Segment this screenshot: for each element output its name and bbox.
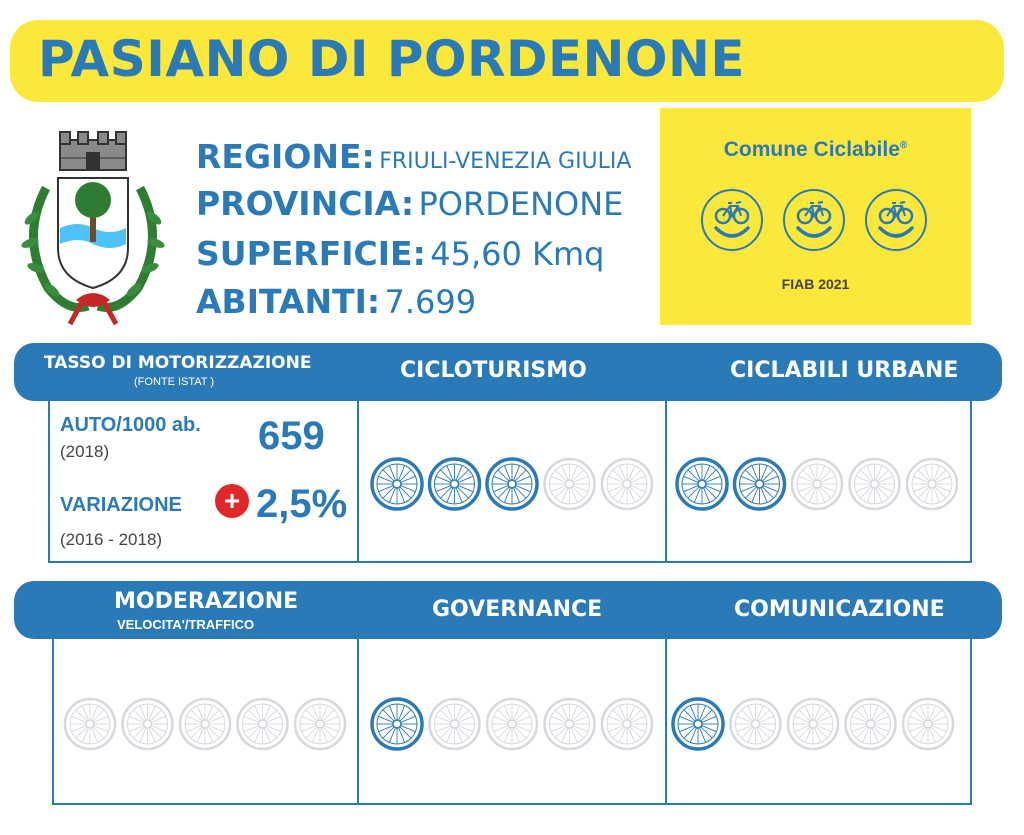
wheel-icon-filled (430, 459, 480, 509)
smile-bike-icons (700, 188, 940, 268)
smile-bike-icon (866, 190, 926, 250)
header-bar-row1 (14, 343, 1002, 401)
moderazione-rating (62, 696, 352, 752)
title-banner (10, 20, 1004, 102)
wheel-icon-empty (430, 699, 480, 749)
wheel-icon-empty (487, 699, 537, 749)
cicloturismo-rating (369, 456, 659, 512)
variazione-years: (2016 - 2018) (60, 530, 163, 549)
wheel-icon-empty (731, 699, 781, 749)
smile-bike-icon (784, 190, 844, 250)
page-title: PASIANO DI PORDENONE (38, 30, 745, 88)
wheel-icon-empty (545, 459, 595, 509)
auto-label: AUTO/1000 ab. (60, 414, 201, 436)
wheel-icon-empty (907, 459, 957, 509)
wheel-icon-empty (180, 699, 230, 749)
provincia-value: PORDENONE (418, 185, 624, 223)
auto-value: 659 (258, 414, 325, 458)
wheel-icon-filled (735, 459, 785, 509)
plus-icon: + (215, 484, 249, 518)
wheel-icon-empty (238, 699, 288, 749)
badge-footer: FIAB 2021 (781, 276, 850, 292)
wheel-icon-empty (903, 699, 953, 749)
regione-label: REGIONE: (196, 137, 375, 176)
governance-title: GOVERNANCE (432, 597, 603, 622)
comunicazione-title: COMUNICAZIONE (734, 597, 945, 622)
motorizzazione-title: TASSO DI MOTORIZZAZIONE (44, 353, 312, 373)
superficie-label: SUPERFICIE: (196, 234, 426, 273)
cicloturismo-title: CICLOTURISMO (400, 358, 587, 383)
superficie-row (196, 234, 604, 273)
registered-mark: ® (899, 140, 908, 151)
moderazione-subtitle: VELOCITA'/TRAFFICO (117, 617, 255, 632)
moderazione-title: MODERAZIONE (114, 589, 299, 614)
regione-row (196, 137, 631, 176)
comune-ciclabile-badge (660, 108, 971, 325)
wheel-icon-empty (65, 699, 115, 749)
wheel-icon-empty (850, 459, 900, 509)
variazione-value: 2,5% (256, 482, 348, 526)
badge-title: Comune Ciclabile® (723, 138, 908, 161)
wheel-icon-filled (673, 699, 723, 749)
wheel-icon-filled (487, 459, 537, 509)
abitanti-value: 7.699 (384, 283, 477, 321)
wheel-icon-empty (295, 699, 345, 749)
ciclabili-urbane-title: CICLABILI URBANE (730, 358, 959, 383)
superficie-value: 45,60 Kmq (430, 235, 605, 273)
comunicazione-rating (670, 696, 960, 752)
provincia-label: PROVINCIA: (196, 184, 415, 223)
regione-value: FRIULI-VENEZIA GIULIA (379, 149, 632, 174)
wheel-icon-empty (602, 699, 652, 749)
smile-bike-icon (702, 190, 762, 250)
abitanti-row (196, 282, 476, 321)
variazione-label: VARIAZIONE (60, 494, 182, 516)
wheel-icon-empty (545, 699, 595, 749)
ciclabili-urbane-rating (674, 456, 964, 512)
motorizzazione-source: (FONTE ISTAT ) (134, 376, 215, 388)
provincia-row (196, 184, 623, 223)
wheel-icon-empty (602, 459, 652, 509)
wheel-icon-empty (846, 699, 896, 749)
coat-of-arms-icon (18, 128, 168, 328)
wheel-icon-filled (372, 459, 422, 509)
wheel-icon-empty (792, 459, 842, 509)
wheel-icon-empty (123, 699, 173, 749)
abitanti-label: ABITANTI: (196, 282, 381, 321)
wheel-icon-empty (788, 699, 838, 749)
header-bar-row2 (14, 581, 1002, 639)
wheel-icon-filled (372, 699, 422, 749)
wheel-icon-filled (677, 459, 727, 509)
auto-year: (2018) (60, 442, 110, 461)
governance-rating (369, 696, 659, 752)
